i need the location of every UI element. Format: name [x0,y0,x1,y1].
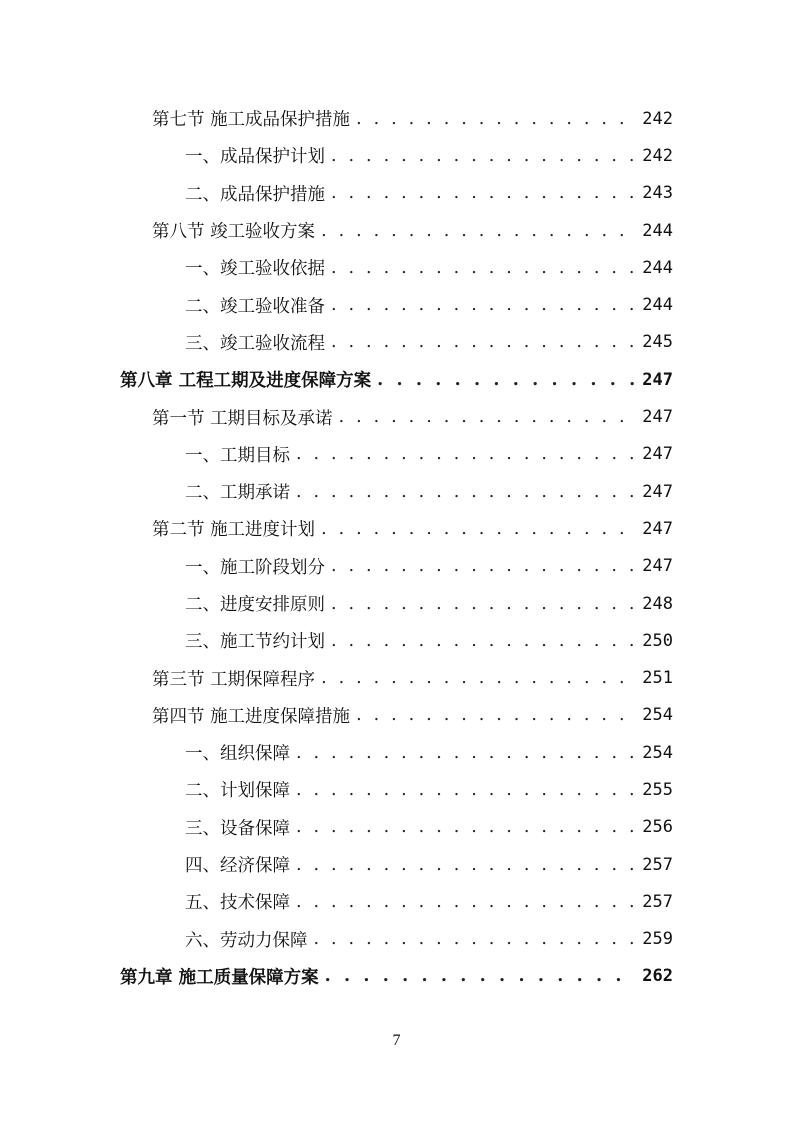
toc-entry-chapter[interactable] [0,958,793,995]
toc-dot-leader [356,705,636,725]
toc-entry-item[interactable] [0,622,793,659]
toc-dot-leader [331,295,636,315]
toc-entry-page-number: 244 [642,295,673,316]
toc-dot-leader [325,966,637,986]
toc-entry-title: 第八章 工程工期及进度保障方案 [120,371,372,392]
table-of-contents [0,100,793,995]
toc-entry-item[interactable] [0,473,793,510]
toc-entry-page-number: 245 [642,332,673,353]
toc-entry-title: 一、组织保障 [185,744,290,765]
toc-entry-item[interactable] [0,846,793,883]
toc-entry-page-number: 262 [642,966,673,987]
toc-entry-page-number: 247 [642,407,673,428]
toc-dot-leader [331,332,636,352]
toc-dot-leader [296,743,636,763]
toc-entry-title: 第一节 工期目标及承诺 [152,408,333,429]
toc-dot-leader [356,109,636,129]
toc-entry-section[interactable] [0,398,793,435]
toc-dot-leader [321,668,636,688]
toc-dot-leader [331,594,636,614]
toc-dot-leader [296,482,636,502]
toc-dot-leader [331,183,636,203]
toc-entry-page-number: 242 [642,108,673,129]
toc-entry-page-number: 243 [642,183,673,204]
toc-dot-leader [296,780,636,800]
toc-entry-section[interactable] [0,659,793,696]
toc-entry-item[interactable] [0,585,793,622]
toc-dot-leader [339,407,637,427]
toc-dot-leader [377,370,636,390]
toc-entry-title: 二、竣工验收准备 [185,296,325,317]
toc-dot-leader [331,146,636,166]
toc-dot-leader [331,258,636,278]
toc-entry-page-number: 257 [642,891,673,912]
toc-entry-page-number: 247 [642,518,673,539]
toc-entry-page-number: 247 [642,369,673,390]
toc-entry-chapter[interactable] [0,361,793,398]
toc-entry-title: 三、施工节约计划 [185,632,325,653]
toc-entry-section[interactable] [0,212,793,249]
toc-dot-leader [314,929,637,949]
toc-entry-page-number: 254 [642,742,673,763]
toc-entry-page-number: 257 [642,854,673,875]
toc-entry-item[interactable] [0,436,793,473]
toc-entry-page-number: 255 [642,779,673,800]
toc-entry-item[interactable] [0,175,793,212]
toc-entry-title: 第三节 工期保障程序 [152,669,316,690]
toc-entry-item[interactable] [0,286,793,323]
page-number: 7 [392,1032,401,1049]
toc-entry-title: 三、竣工验收流程 [185,333,325,354]
toc-entry-page-number: 244 [642,220,673,241]
toc-entry-title: 第四节 施工进度保障措施 [152,706,351,727]
toc-dot-leader [321,519,636,539]
toc-dot-leader [296,817,636,837]
toc-entry-title: 第九章 施工质量保障方案 [120,967,319,988]
toc-dot-leader [296,892,636,912]
toc-entry-item[interactable] [0,734,793,771]
toc-entry-title: 五、技术保障 [185,893,290,914]
toc-dot-leader [331,631,636,651]
toc-entry-page-number: 247 [642,481,673,502]
toc-entry-item[interactable] [0,809,793,846]
toc-entry-title: 第八节 竣工验收方案 [152,222,316,243]
toc-entry-section[interactable] [0,697,793,734]
toc-entry-title: 一、工期目标 [185,445,290,466]
toc-entry-title: 一、成品保护计划 [185,147,325,168]
toc-entry-item[interactable] [0,249,793,286]
toc-entry-title: 四、经济保障 [185,856,290,877]
toc-entry-title: 六、劳动力保障 [185,930,308,951]
toc-entry-title: 二、工期承诺 [185,483,290,504]
toc-entry-title: 二、成品保护措施 [185,184,325,205]
toc-entry-item[interactable] [0,548,793,585]
toc-entry-section[interactable] [0,510,793,547]
toc-dot-leader [296,444,636,464]
toc-dot-leader [321,221,636,241]
toc-entry-page-number: 247 [642,444,673,465]
toc-entry-item[interactable] [0,137,793,174]
toc-dot-leader [331,556,636,576]
toc-entry-title: 二、计划保障 [185,781,290,802]
toc-entry-item[interactable] [0,324,793,361]
toc-entry-page-number: 248 [642,593,673,614]
toc-entry-page-number: 244 [642,257,673,278]
toc-entry-item[interactable] [0,771,793,808]
toc-entry-title: 二、进度安排原则 [185,595,325,615]
toc-entry-item[interactable] [0,921,793,958]
toc-entry-title: 第七节 施工成品保护措施 [152,110,351,131]
toc-entry-page-number: 250 [642,630,673,651]
toc-entry-page-number: 242 [642,145,673,166]
toc-entry-page-number: 259 [642,929,673,950]
toc-entry-item[interactable] [0,883,793,920]
toc-dot-leader [296,855,636,875]
toc-entry-title: 一、竣工验收依据 [185,259,325,280]
toc-entry-page-number: 254 [642,705,673,726]
toc-entry-title: 第二节 施工进度计划 [152,520,316,541]
toc-entry-page-number: 251 [642,668,673,689]
toc-entry-page-number: 256 [642,817,673,838]
toc-entry-page-number: 247 [642,556,673,577]
toc-entry-title: 三、设备保障 [185,818,290,839]
toc-entry-title: 一、施工阶段划分 [185,557,325,578]
toc-entry-section[interactable] [0,100,793,137]
